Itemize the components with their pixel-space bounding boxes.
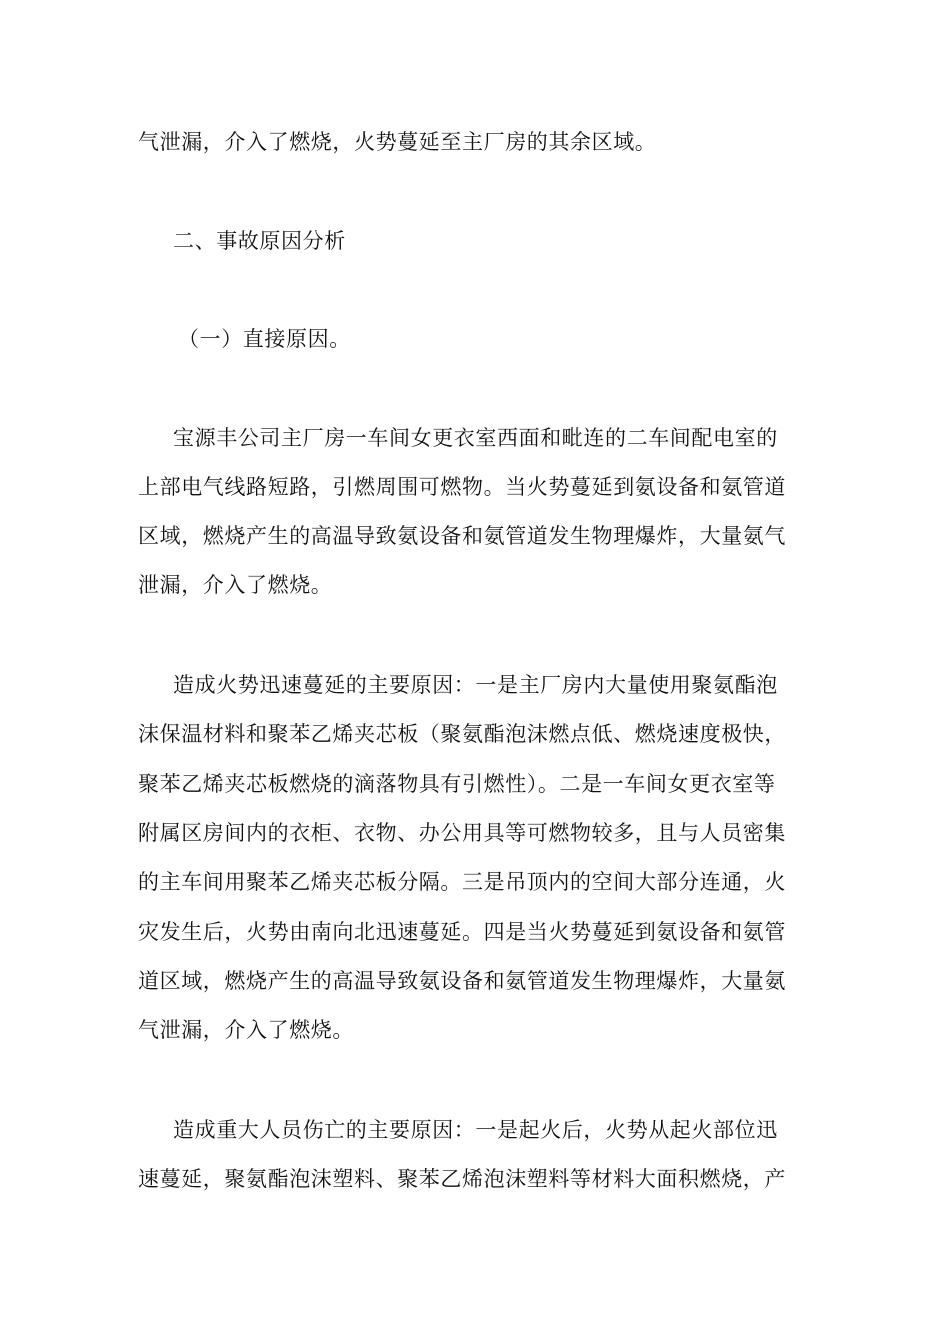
paragraph-line: 灾发生后，火势由南向北迅速蔓延。四是当火势蔓延到氨设备和氨管	[138, 920, 786, 944]
continuation-line: 气泄漏，介入了燃烧，火势蔓延至主厂房的其余区域。	[138, 130, 657, 154]
paragraph-line: 造成重大人员伤亡的主要原因：一是起火后，火势从起火部位迅	[173, 1118, 778, 1142]
paragraph-line: 道区域，燃烧产生的高温导致氨设备和氨管道发生物理爆炸，大量氨	[138, 969, 786, 993]
paragraph-line: 聚苯乙烯夹芯板燃烧的滴落物具有引燃性）。二是一车间女更衣室等	[138, 772, 776, 796]
paragraph-line: 速蔓延，聚氨酯泡沫塑料、聚苯乙烯泡沫塑料等材料大面积燃烧，产	[138, 1167, 786, 1191]
paragraph-line: 的主车间用聚苯乙烯夹芯板分隔。三是吊顶内的空间大部分连通，火	[138, 870, 786, 894]
paragraph-line: 泄漏，介入了燃烧。	[138, 573, 333, 597]
paragraph-line: 区域，燃烧产生的高温导致氨设备和氨管道发生物理爆炸，大量氨气	[138, 524, 786, 548]
paragraph-line: 造成火势迅速蔓延的主要原因：一是主厂房内大量使用聚氨酯泡	[173, 673, 778, 697]
paragraph-line: 附属区房间内的衣柜、衣物、办公用具等可燃物较多，且与人员密集	[138, 821, 786, 845]
paragraph-line: 宝源丰公司主厂房一车间女更衣室西面和毗连的二车间配电室的	[173, 426, 778, 450]
section-heading: 二、事故原因分析	[173, 229, 346, 253]
paragraph-line: 沫保温材料和聚苯乙烯夹芯板（聚氨酯泡沫燃点低、燃烧速度极快，	[138, 722, 786, 746]
subsection-heading: （一）直接原因。	[178, 327, 351, 351]
paragraph-line: 上部电气线路短路，引燃周围可燃物。当火势蔓延到氨设备和氨管道	[138, 475, 786, 499]
paragraph-line: 气泄漏，介入了燃烧。	[138, 1018, 354, 1042]
